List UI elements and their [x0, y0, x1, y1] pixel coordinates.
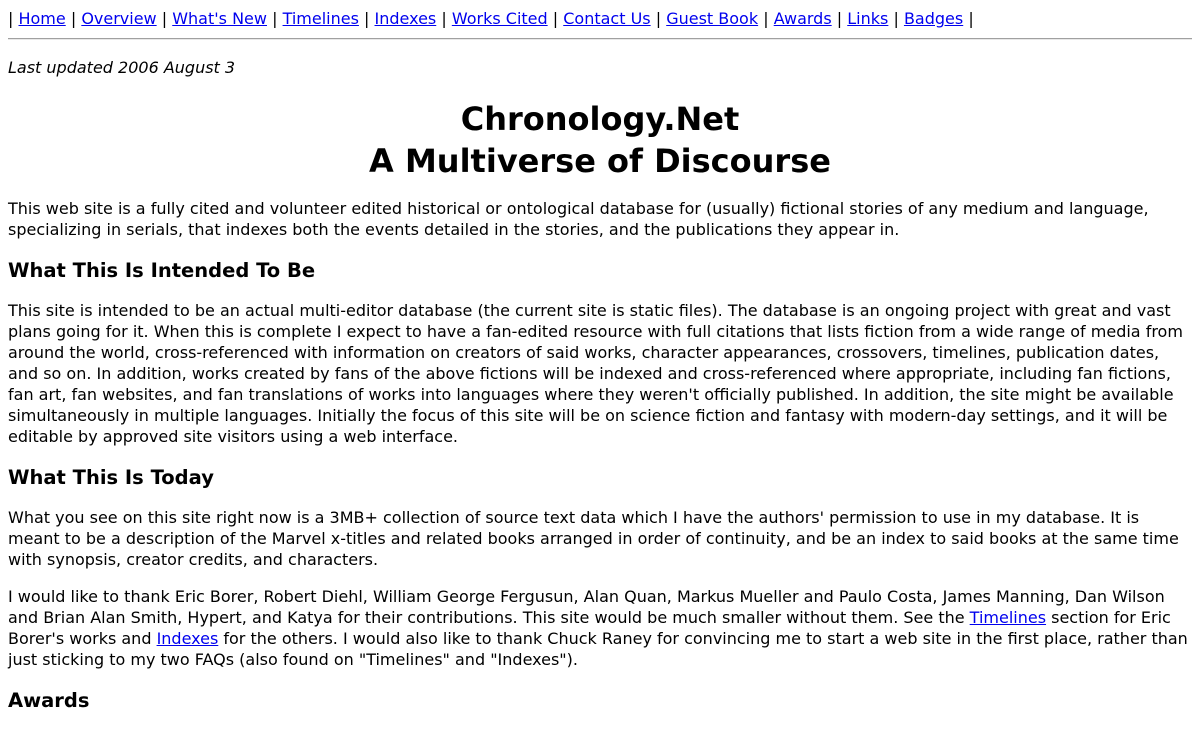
nav-separator: |: [763, 9, 774, 28]
nav-link-whats-new[interactable]: What's New: [172, 9, 267, 28]
nav-separator: |: [161, 9, 173, 28]
intended-heading: What This Is Intended To Be: [8, 259, 316, 282]
intro-paragraph: This web site is a fully cited and volunteer edited historical or ontological database for (usually) fictional stories of any medium and language, specializing in serials, that indexes both the events detailed in the stories, and the publications they appear in.: [8, 199, 1149, 239]
nav-link-contact-us[interactable]: Contact Us: [563, 9, 651, 28]
page-title-line2: A Multiverse of Discourse: [369, 142, 831, 180]
nav-link-timelines[interactable]: Timelines: [282, 9, 359, 28]
timelines-link[interactable]: Timelines: [969, 608, 1047, 627]
thanks-text: for the others. I would also like to thank Chuck Raney for convincing me to start a web site in the first place, rather than just sticking to my two FAQs (also found on "Timelines" and "Indexes").: [8, 629, 1188, 669]
today-heading: What This Is Today: [8, 466, 214, 489]
indexes-link[interactable]: Indexes: [156, 629, 219, 648]
nav-divider: [8, 38, 1192, 40]
nav-separator: |: [968, 9, 974, 28]
thanks-paragraph: [8, 586, 1192, 670]
last-updated: Last updated 2006 August 3: [8, 58, 236, 77]
thanks-text: I would like to thank Eric Borer, Robert Diehl, William George Fergusun, Alan Quan, Markus Mueller and Paulo Costa, James Manning, Dan Wilson and Brian Alan Smith, Hypert, and Katya for their contributions. This site would be much smaller without them. See the: [8, 587, 1165, 627]
nav-link-indexes[interactable]: Indexes: [374, 9, 437, 28]
today-paragraph: What you see on this site right now is a 3MB+ collection of source text data which I have the authors' permission to use in my database. It is meant to be a description of the Marvel x-titles and related books arranged in order of continuity, and be an index to said books at the same time with synopsis, creator credits, and characters.: [8, 508, 1179, 569]
thanks-text: section for Eric Borer's works and: [8, 608, 1171, 648]
nav-link-awards[interactable]: Awards: [773, 9, 832, 28]
intended-paragraph: This site is intended to be an actual multi-editor database (the current site is static files). The database is an ongoing project with great and vast plans going for it. When this is complete I expect to have a fan-edited resource with full citations that lists fiction from a wide range of media from around the world, cross-referenced with information on creators of said works, character appearances, crossovers, timelines, publication dates, and so on. In addition, works created by fans of the above fictions will be indexed and cross-referenced where appropriate, including fan fictions, fan art, fan websites, and fan translations of works into languages where they weren't officially published. In addition, the site might be available simultaneously in multiple languages. Initially the focus of this site will be on science fiction and fantasy with modern-day settings, and it will be editable by approved site visitors using a web interface.: [8, 301, 1183, 446]
nav-separator: |: [655, 9, 667, 28]
nav-link-overview[interactable]: Overview: [81, 9, 157, 28]
page-title-line1: Chronology.Net: [460, 100, 740, 138]
nav-separator: |: [441, 9, 452, 28]
awards-heading: Awards: [8, 689, 90, 712]
nav-separator: |: [8, 9, 19, 28]
nav-separator: |: [70, 9, 82, 28]
nav-link-home[interactable]: Home: [18, 9, 66, 28]
nav-separator: |: [272, 9, 283, 28]
top-nav: [8, 8, 1192, 30]
nav-link-guest-book[interactable]: Guest Book: [666, 9, 759, 28]
page-title: [8, 98, 1192, 182]
nav-link-badges[interactable]: Badges: [903, 9, 964, 28]
nav-separator: |: [364, 9, 375, 28]
nav-separator: |: [893, 9, 904, 28]
nav-link-links[interactable]: Links: [847, 9, 889, 28]
nav-link-works-cited[interactable]: Works Cited: [451, 9, 548, 28]
nav-separator: |: [836, 9, 848, 28]
nav-separator: |: [552, 9, 564, 28]
